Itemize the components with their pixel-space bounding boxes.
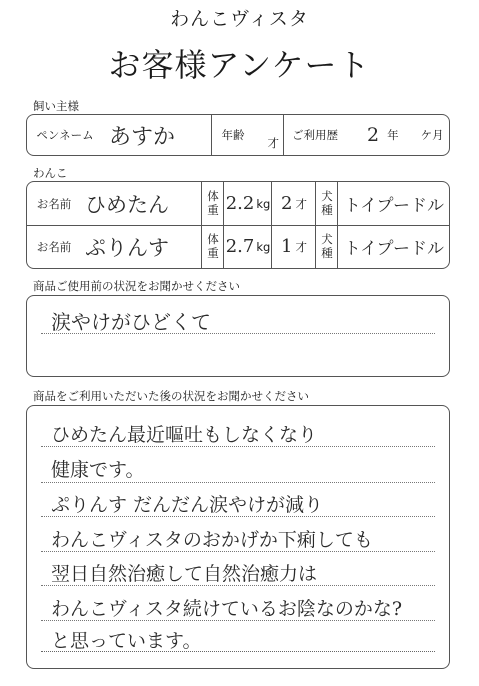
weight-label-bottom: 重	[207, 245, 219, 260]
dog-name-value: ひめたん	[85, 192, 169, 217]
after-answer-line: ぷりんす だんだん涙やけが減り	[51, 494, 324, 516]
weight-label-cell	[201, 182, 224, 225]
page-title: お客様アンケート	[108, 46, 371, 84]
dog-name-label: お名前	[36, 239, 72, 254]
dog-age-value: 1	[281, 236, 293, 257]
dog-name-label: お名前	[36, 196, 72, 211]
after-answer-line: わんこヴィスタのおかげか下痢しても	[51, 529, 373, 551]
dog-name-label-cell	[27, 225, 81, 268]
age-value-cell	[253, 115, 283, 155]
usage-years: 2	[367, 124, 380, 146]
breed-value-cell	[337, 182, 450, 225]
dog-name-value-cell	[81, 225, 201, 268]
owner-info-box	[26, 114, 450, 156]
after-answer-line: 健康です。	[51, 459, 145, 481]
breed-value: トイプードル	[343, 196, 445, 216]
dog-name-value-cell	[81, 182, 201, 225]
penname-value-cell	[103, 115, 211, 155]
dog-age-unit: 才	[295, 196, 307, 211]
dog-row-2	[27, 225, 449, 268]
usage-year-unit: 年	[387, 128, 399, 142]
after-question: 商品をご利用いただいた後の状況をお聞かせください	[33, 389, 309, 403]
usage-label: ご利用歴	[292, 128, 338, 142]
answer-guide-line	[41, 482, 435, 483]
weight-value: 2.7	[225, 236, 255, 257]
after-answer-line: 翌日自然治癒して自然治癒力は	[51, 563, 318, 585]
breed-label-cell	[315, 225, 338, 268]
dog-age-cell	[271, 225, 316, 268]
age-label: 年齢	[221, 128, 245, 142]
weight-label-cell	[201, 225, 224, 268]
before-question: 商品ご使用前の状況をお聞かせください	[33, 279, 240, 293]
dog-name-value: ぷりんす	[85, 235, 169, 260]
weight-value-cell	[223, 182, 272, 225]
penname-value: あすか	[109, 124, 176, 150]
usage-month-unit: ケ月	[420, 128, 444, 142]
breed-label-top: 犬	[321, 232, 333, 247]
age-unit: 才	[267, 136, 279, 150]
usage-value-cell	[345, 115, 449, 155]
before-answer-line: 涙やけがひどくて	[51, 310, 211, 334]
breed-label-bottom: 種	[321, 202, 333, 217]
breed-value: トイプードル	[343, 239, 445, 259]
weight-label-top: 体	[207, 232, 219, 247]
after-answer-box	[26, 405, 450, 669]
dog-age-unit: 才	[295, 239, 307, 254]
weight-unit: kg	[256, 239, 271, 254]
dogs-section-label: わんこ	[33, 166, 68, 180]
before-answer-box	[26, 295, 450, 377]
breed-label-top: 犬	[321, 189, 333, 204]
breed-label-bottom: 種	[321, 245, 333, 260]
weight-value: 2.2	[225, 193, 255, 214]
breed-label-cell	[315, 182, 338, 225]
penname-label: ペンネーム	[36, 128, 94, 142]
after-answer-line: ひめたん最近嘔吐もしなくなり	[51, 424, 318, 446]
dog-age-cell	[271, 182, 316, 225]
age-label-cell	[211, 115, 254, 155]
after-answer-line: わんこヴィスタ続けているお陰なのかな?	[51, 598, 403, 620]
usage-label-cell	[283, 115, 346, 155]
owner-section-label: 飼い主様	[33, 99, 79, 113]
dog-name-label-cell	[27, 182, 81, 225]
weight-label-bottom: 重	[207, 202, 219, 217]
dog-age-value: 2	[281, 193, 293, 214]
weight-unit: kg	[256, 196, 271, 211]
weight-label-top: 体	[207, 189, 219, 204]
weight-value-cell	[223, 225, 272, 268]
penname-label-cell	[27, 115, 103, 155]
after-answer-line: と思っています。	[51, 630, 202, 652]
dog-row-1	[27, 182, 449, 226]
breed-value-cell	[337, 225, 450, 268]
dogs-info-box	[26, 181, 450, 269]
brand-name: わんこヴィスタ	[170, 8, 309, 30]
